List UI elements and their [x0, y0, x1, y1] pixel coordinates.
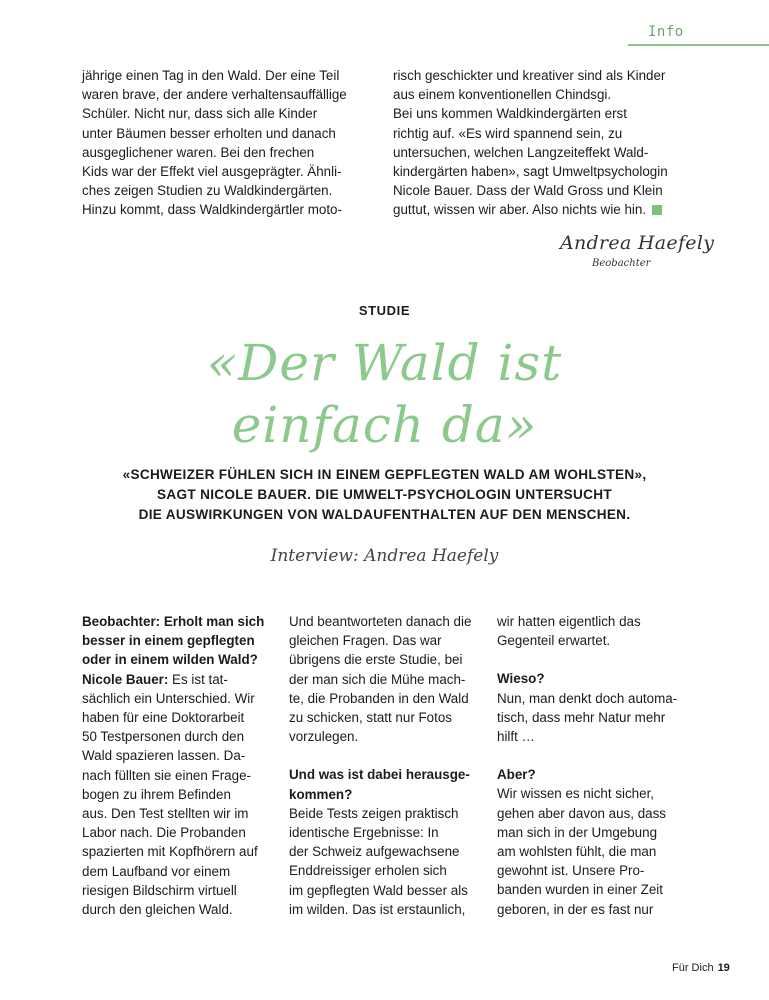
top-column-right [393, 66, 693, 220]
article-lead: «SCHWEIZER FÜHLEN SICH IN EINEM GEPFLEGTEN WALD AM WOHLSTEN», SAGT NICOLE BAUER. DIE UMWELT-PSYCHOLOGIN UNTERSUCHT DIE AUSWIRKUNGEN VON WALDAUFENTHALTEN AUF DEN MENSCHEN. [122, 467, 647, 522]
interview-answer [82, 670, 282, 920]
body-text-span: risch geschickter und kreativer sind als Kinder aus einem konventionellen Chindsgi. Bei uns kommen Waldkindergärten erst richtig auf. «Es wird spannend sein, zu untersuchen, welchen Langzeiteffekt Wald- kindergärten haben», sagt Umweltpsychologin Nicole Bauer. Dass der Wald Gross und Klein guttut, wissen wir aber. Also nichts wie hin. [393, 68, 668, 218]
article-byline: Interview: Andrea Haefely [270, 546, 499, 566]
end-mark-icon [652, 205, 662, 215]
interview-question: Aber? [497, 767, 536, 783]
section-label: Info [648, 24, 684, 40]
section-rule [628, 44, 769, 46]
body-text [393, 66, 693, 220]
interview-answer: Nun, man denkt doch automa- tisch, dass mehr Natur mehr hilft … [497, 690, 678, 745]
interview-question: Beobachter: Erholt man sich besser in einem gepflegten oder in einem wilden Wald? [82, 614, 265, 668]
interview-answer: Und beantworteten danach die gleichen Fragen. Das war übrigens die erste Studie, bei der man sich die Mühe mach- te, die Probanden in den Wald zu schicken, statt nur Fotos vorzulegen. [289, 614, 472, 745]
body-text: jährige einen Tag in den Wald. Der eine Teil waren brave, der andere verhaltensauffällige Schüler. Nicht nur, dass sich alle Kinder unter Bäumen besser erholten und danach ausgeglichener waren. Bei den frechen Kids war der Effekt viel ausgeprägter. Ähnli- ches zeigen Studien zu Waldkindergärten. Hinzu kommt, dass Waldkindergärtler moto- [82, 68, 347, 218]
speaker-name: Nicole Bauer: [82, 671, 169, 687]
answer-text: Es ist tat- sächlich ein Unterschied. Wir haben für eine Doktorarbeit 50 Testpersonen durch den Wald spazieren lassen. Da- nach füllten sie einen Frage- bogen zu ihrem Befinden aus. Den Test stellten wir im Labor nach. Die Probanden spazierten mit Kopfhörern auf dem Laufband vor einem riesigen Bildschirm virtuell durch den gleichen Wald. [82, 671, 258, 918]
page-number: 19 [717, 962, 730, 974]
interview-question: Und was ist dabei herausge- kommen? [289, 767, 470, 802]
magazine-name: Für Dich [672, 962, 714, 974]
interview-column-1 [82, 612, 282, 919]
interview-question: Wieso? [497, 671, 545, 687]
author-signature: Andrea Haefely [560, 232, 715, 254]
author-role: Beobachter [592, 258, 651, 269]
page-footer [672, 962, 730, 974]
top-column-left [82, 66, 382, 220]
interview-answer: Beide Tests zeigen praktisch identische Ergebnisse: In der Schweiz aufgewachsene Enddreissiger erholen sich im gepflegten Wald besser als im wilden. Das ist erstaunlich, [289, 805, 468, 917]
interview-column-3 [497, 612, 702, 919]
interview-answer: wir hatten eigentlich das Gegenteil erwartet. [497, 614, 641, 649]
interview-column-2 [289, 612, 494, 919]
article-kicker: STUDIE [358, 303, 411, 318]
interview-answer: Wir wissen es nicht sicher, gehen aber davon aus, dass man sich in der Umgebung am wohlsten fühlt, die man gewohnt ist. Unsere Pro- banden wurden in einer Zeit geboren, in der es fast nur [497, 786, 666, 917]
article-headline: «Der Wald ist einfach da» [206, 334, 563, 454]
